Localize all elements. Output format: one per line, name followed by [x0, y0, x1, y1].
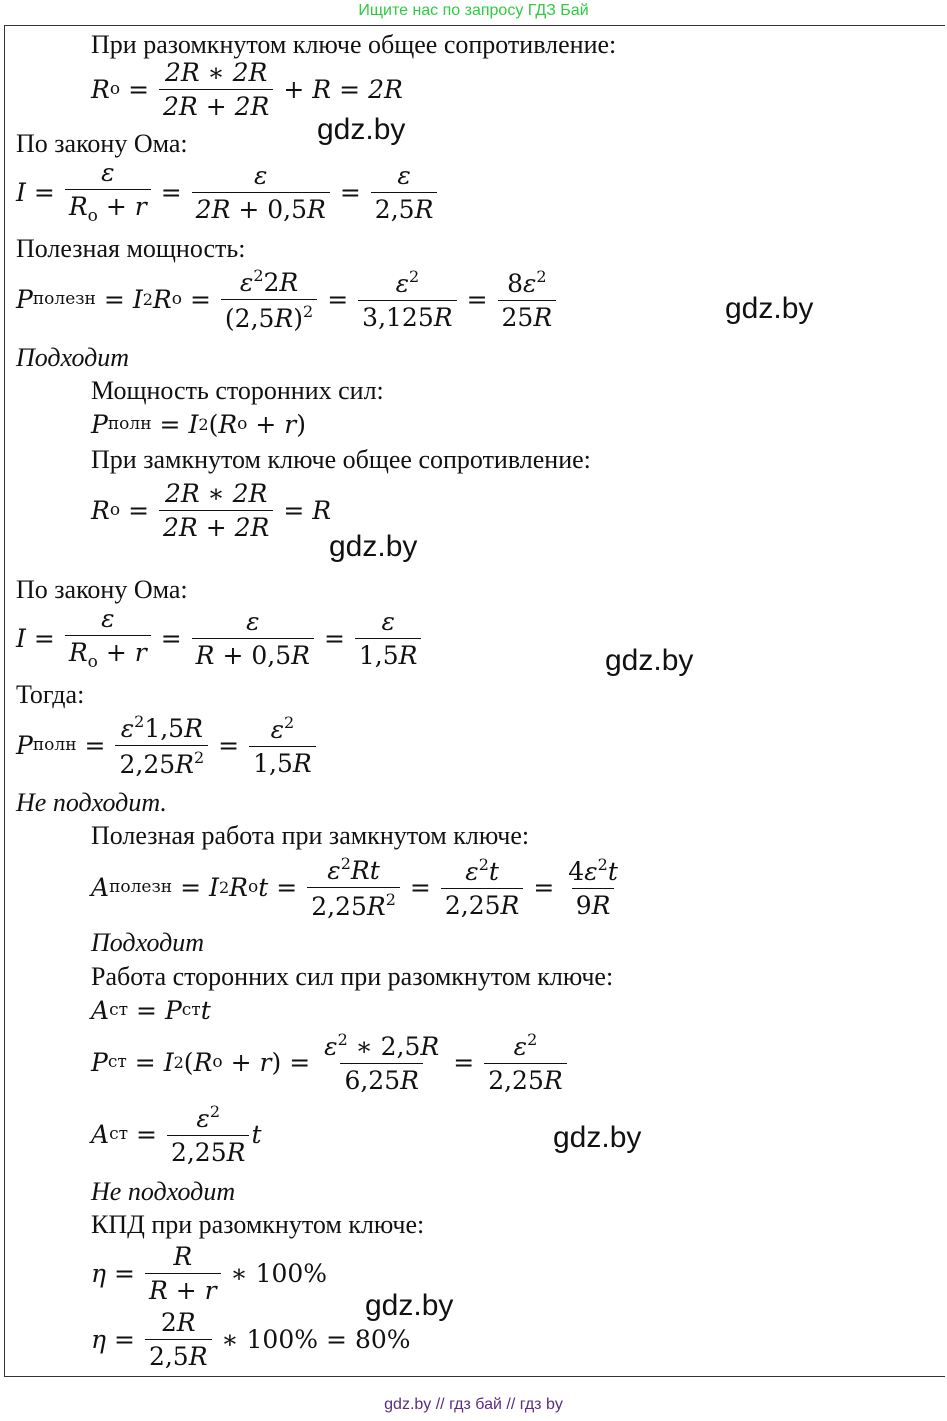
- formula-r0-open: R о = $\frac{2R ∗ 2R}{2R + 2R}$ + R = 2R: [91, 58, 403, 121]
- text-line-1: При разомкнутом ключе общее сопротивление:: [91, 30, 617, 59]
- top-banner: Ищите нас по запросу ГДЗ Бай: [358, 2, 589, 19]
- text-line-2: По закону Ома:: [16, 129, 188, 158]
- text-line-13: Не подходит: [91, 1177, 236, 1206]
- footer-links[interactable]: gdz.by // гдз бай // гдз by: [384, 1396, 563, 1413]
- watermark-5: gdz.by: [553, 1121, 642, 1154]
- text-line-14: КПД при разомкнутом ключе:: [91, 1210, 425, 1239]
- watermark-1: gdz.by: [317, 113, 406, 146]
- formula-work-external-result: A ст = $\frac{\varepsilon^2}{2,25R}$ t: [91, 1102, 262, 1167]
- content-frame: [4, 25, 945, 1377]
- text-line-8: Тогда:: [16, 680, 85, 709]
- formula-efficiency: η = $\frac{R}{R + r}$ ∗ 100%: [91, 1242, 328, 1305]
- formula-work-external: A ст = P ст t: [91, 996, 211, 1025]
- formula-current-open: I = $\frac{\varepsilon}{R_о + r}$ = $\frac{\varepsilon}{2R + 0,5R}$ = $\frac{\varepsilon}{2,5R}$: [16, 160, 439, 225]
- formula-full-power-closed: P полн = $\frac{\varepsilon^21,5R}{2,25R^2}$ = $\frac{\varepsilon^2}{1,5R}$: [16, 714, 318, 777]
- formula-useful-work: A полезн = I 2 R о t = $\frac{\varepsilon^2Rt}{2,25R^2}$ = $\frac{\varepsilon^2t}{2,25R}$ = $\frac{4\varepsilon^2t}{9R}$: [91, 854, 618, 921]
- text-line-5: Мощность сторонних сил:: [91, 376, 384, 405]
- text-line-3: Полезная мощность:: [16, 234, 246, 263]
- formula-power-external: P ст = I 2 ( R о + r ) = $\frac{\varepsilon^2 ∗ 2,5R}{6,25R}$ = $\frac{\varepsilon^2}{2,25R}$: [91, 1032, 569, 1093]
- formula-full-power: P полн = I 2 ( R о + r ): [91, 410, 306, 439]
- text-line-9: Не подходит.: [16, 788, 167, 817]
- formula-efficiency-result: η = $\frac{2R}{2,5R}$ ∗ 100% = 80%: [91, 1308, 411, 1371]
- text-line-7: По закону Ома:: [16, 575, 188, 604]
- text-line-4: Подходит: [16, 343, 130, 372]
- formula-current-closed: I = $\frac{\varepsilon}{R_о + r}$ = $\frac{\varepsilon}{R + 0,5R}$ = $\frac{\varepsilon}{1,5R}$: [16, 606, 423, 671]
- formula-useful-power: P полезн = I 2 R о = $\frac{\varepsilon^22R}{(2,5R)^2}$ = $\frac{\varepsilon^2}{3,125R}$ = $\frac{8\varepsilon^2}{25R}$: [16, 268, 558, 331]
- text-line-11: Подходит: [91, 928, 205, 957]
- formula-r0-closed: R о = $\frac{2R ∗ 2R}{2R + 2R}$ = R: [91, 479, 332, 542]
- watermark-2: gdz.by: [725, 292, 814, 325]
- text-line-10: Полезная работа при замкнутом ключе:: [91, 821, 530, 850]
- watermark-4: gdz.by: [605, 644, 694, 677]
- text-line-12: Работа сторонних сил при разомкнутом ключе:: [91, 962, 614, 991]
- watermark-3: gdz.by: [329, 530, 418, 563]
- watermark-6: gdz.by: [365, 1289, 454, 1322]
- text-line-6: При замкнутом ключе общее сопротивление:: [91, 445, 591, 474]
